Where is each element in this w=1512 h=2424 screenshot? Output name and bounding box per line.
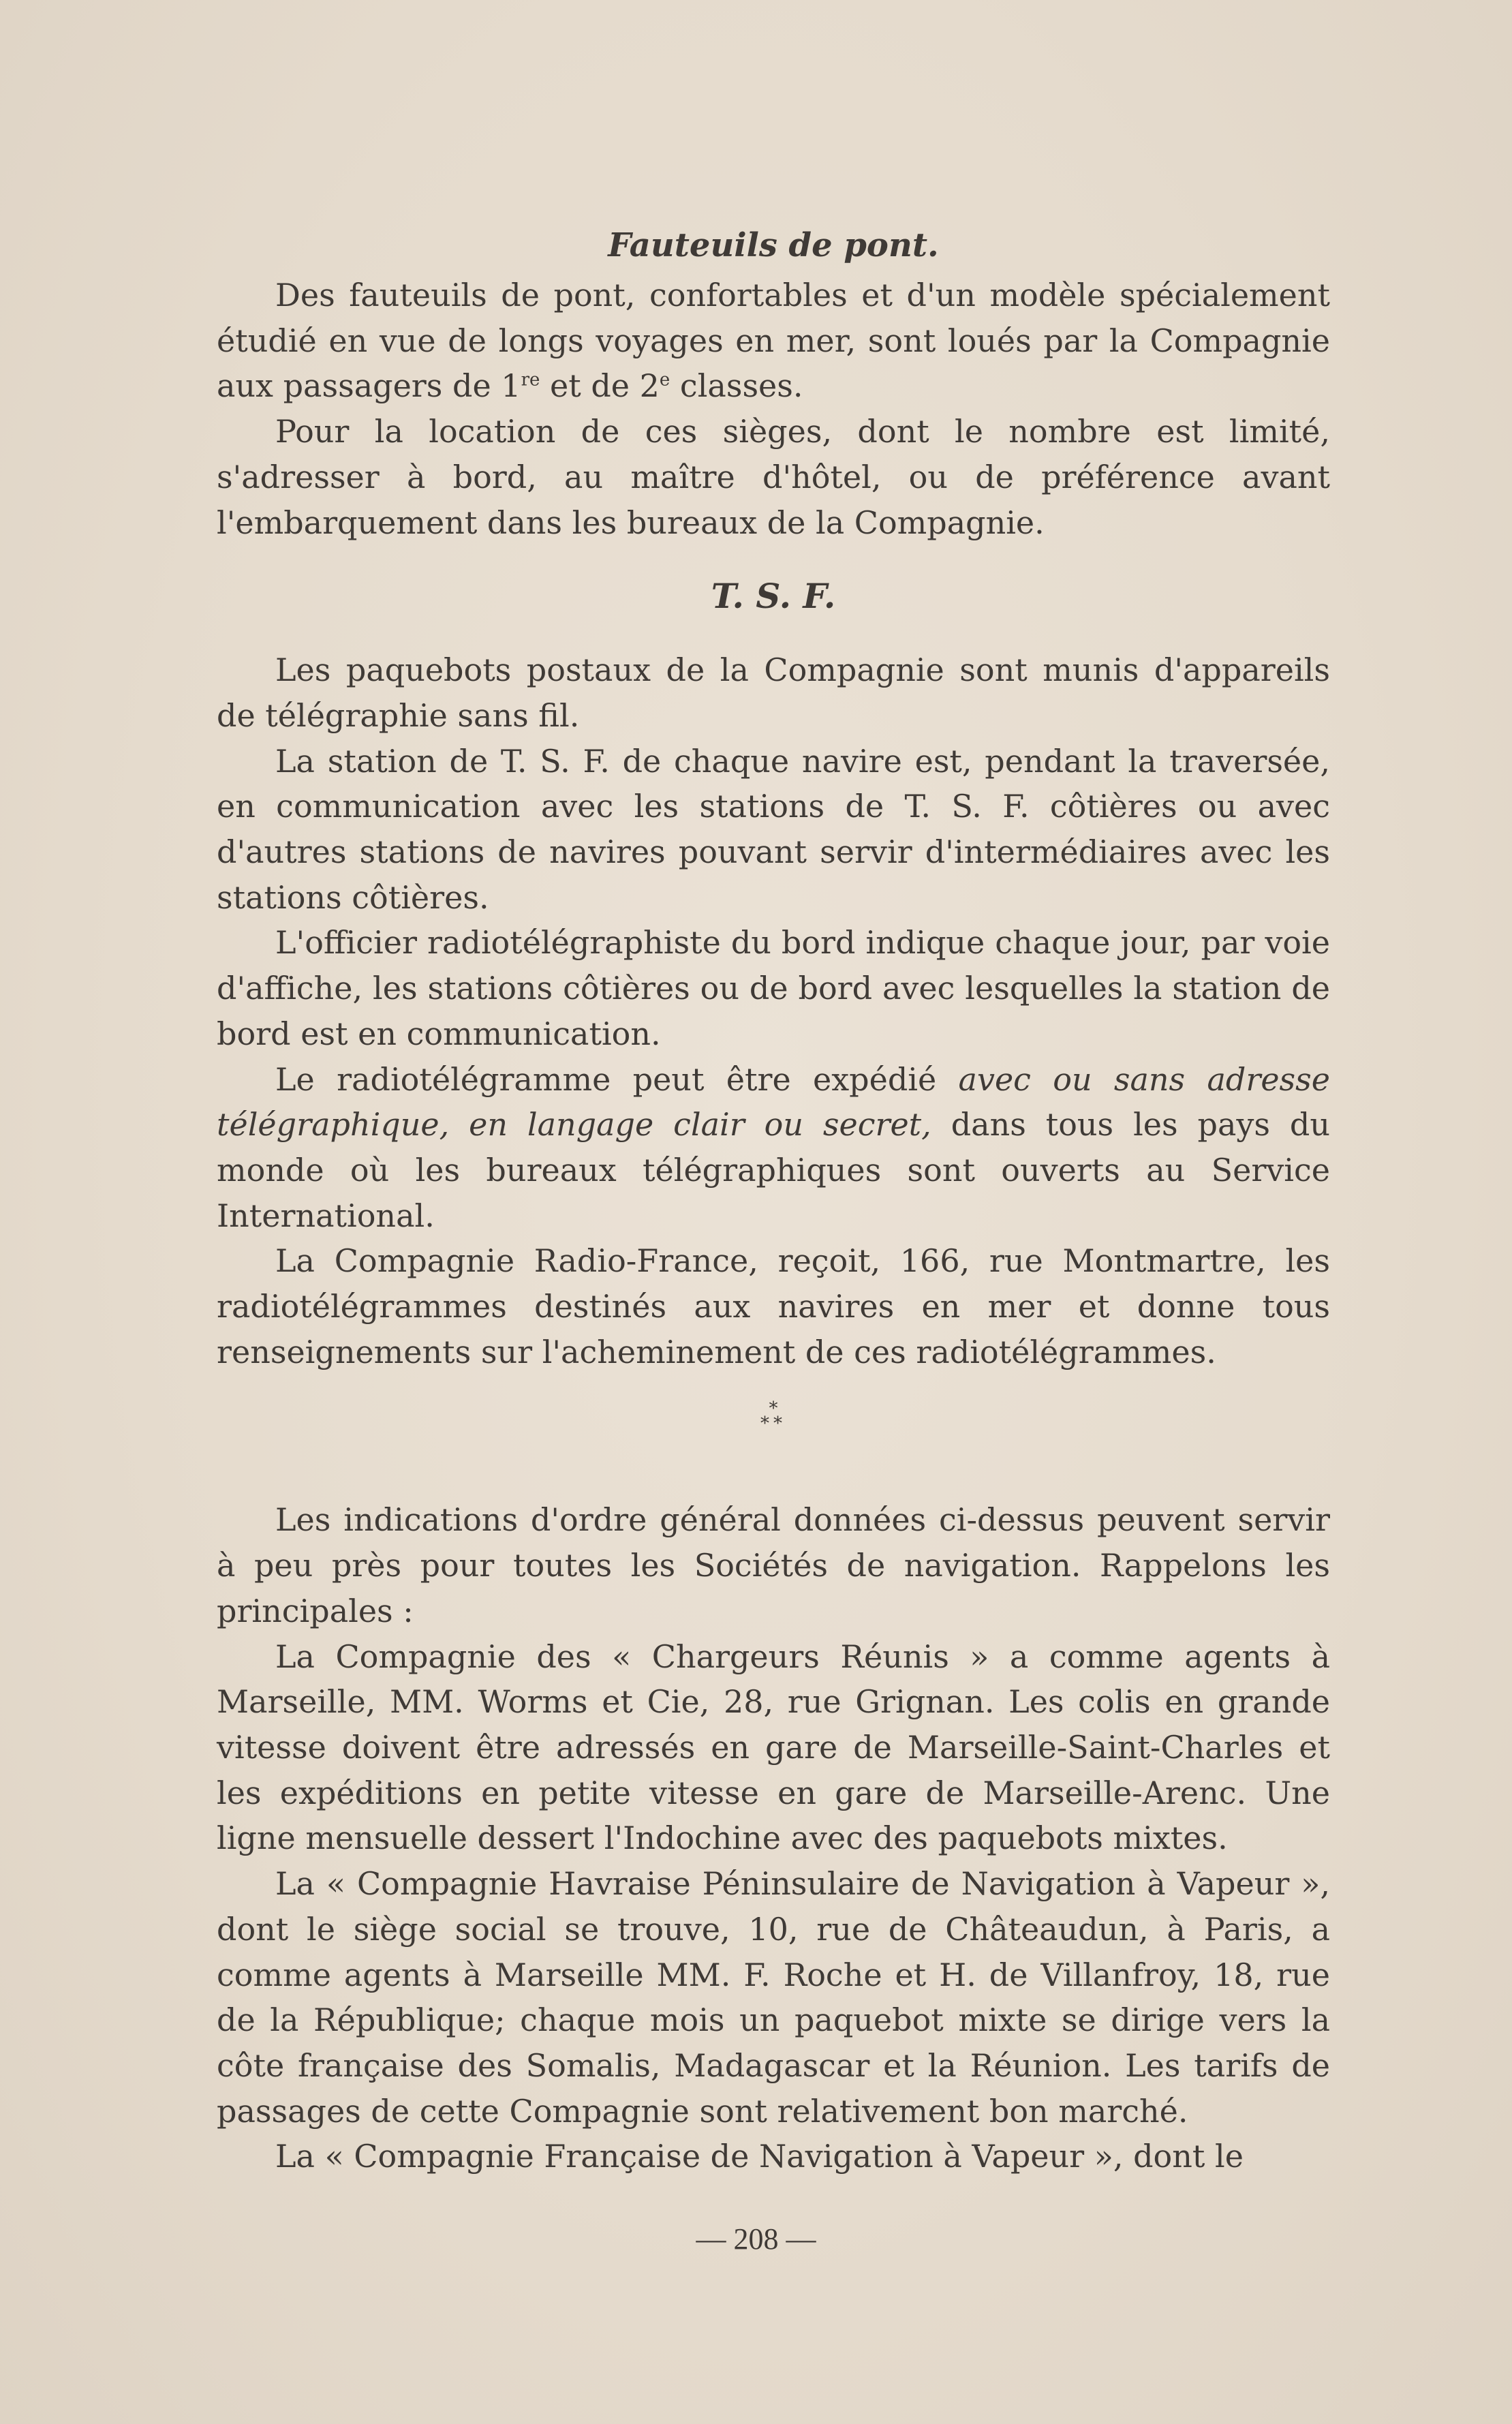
heading-fauteuils-de-pont: Fauteuils de pont. (608, 226, 939, 264)
paragraph-tsf-3: L'officier radiotélégraphiste du bord indique chaque jour, par voie d'affiche, les stations côtières ou de bord avec lesquelles la station de bord est en communication. (217, 924, 1330, 1052)
paragraph-general-2: La Compagnie des « Chargeurs Réunis » a comme agents à Marseille, MM. Worms et Cie, 28, rue Grignan. Les colis en grande vitesse doivent être adressés en gare de Marseille-Saint-Charles et les expéditions en petite vitesse en gare de Marseille-Arenc. Une ligne mensuelle dessert l'Indochine avec des paquebots mixtes. (217, 1638, 1330, 1857)
paragraph-tsf-5: La Compagnie Radio-France, reçoit, 166, rue Montmartre, les radiotélégrammes destinés aux navires en mer et donne tous renseignements sur l'acheminement de ces radiotélégrammes. (217, 1242, 1330, 1370)
paragraph-general-4: La « Compagnie Française de Navigation à Vapeur », dont le (275, 2138, 1244, 2175)
text-run: Des fauteuils de pont, confortables et d'un modèle spécialement étudié en vue de longs voyages en mer, sont loués par la Compagnie aux passagers de 1 (217, 277, 1330, 405)
asterism-bottom: ** (760, 1413, 786, 1435)
asterism-separator (217, 1375, 1330, 1497)
paragraph-tsf-2: La station de T. S. F. de chaque navire est, pendant la traversée, en communication avec les stations de T. S. F. côtières ou avec d'autres stations de navires pouvant servir d'intermédiaires avec les stations côtières. (217, 742, 1330, 916)
text-column (217, 218, 1330, 2179)
text-run: et de 2 (540, 367, 660, 405)
text-run: dans tous les pays du monde où les bureaux télégraphiques sont ouverts au Service International. (217, 1106, 1330, 1234)
superscript-e: e (659, 370, 670, 391)
heading-tsf: T. S. F. (711, 576, 836, 617)
page-number: — 208 — (696, 2222, 816, 2256)
italic-run: avec ou sans adresse télégraphique, en langage clair ou secret, (217, 1060, 1330, 1144)
asterism-top: * (769, 1398, 778, 1420)
paragraph-tsf-1: Les paquebots postaux de la Compagnie sont munis d'appareils de télégraphie sans fil. (217, 651, 1330, 734)
text-run: Le radiotélégramme peut être expédié (275, 1060, 959, 1098)
paragraph-general-3: La « Compagnie Havraise Péninsulaire de Navigation à Vapeur », dont le siège social se trouve, 10, rue de Châteaudun, à Paris, a comme agents à Marseille MM. F. Roche et H. de Villanfroy, 18, rue de la République; chaque mois un paquebot mixte se dirige vers la côte française des Somalis, Madagascar et la Réunion. Les tarifs de passages de cette Compagnie sont relativement bon marché. (217, 1865, 1330, 2130)
paragraph-fauteuils-1 (217, 273, 1330, 409)
text-run: classes. (670, 367, 803, 405)
paragraph-tsf-4 (217, 1057, 1330, 1239)
paragraph-general-1: Les indications d'ordre général données ci-dessus peuvent servir à peu près pour toutes les Sociétés de navigation. Rappelons les principales : (217, 1501, 1330, 1629)
superscript-re: re (521, 370, 540, 391)
paragraph-fauteuils-2: Pour la location de ces sièges, dont le nombre est limité, s'adresser à bord, au maître d'hôtel, ou de préférence avant l'embarquement dans les bureaux de la Compagnie. (217, 413, 1330, 541)
